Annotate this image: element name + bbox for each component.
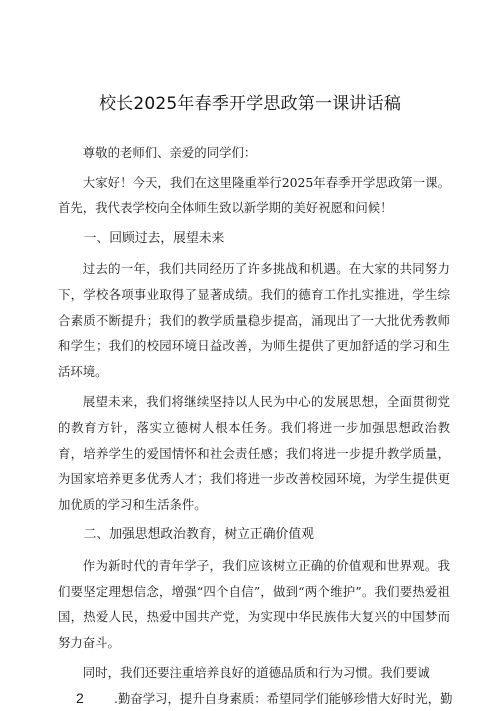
- section1-paragraph-1: 过去的一年，我们共同经历了许多挑战和机遇。在大家的共同努力下，学校各项事业取得了显著成绩。我们的德育工作扎实推进，学生综合素质不断提升；我们的教学质量稳步提高，涌现出了一大批优秀教师和学生；我们的校园环境日益改善，为师生提供了更加舒适的学习和生活环境。: [58, 261, 450, 379]
- section2-paragraph-1: 作为新时代的青年学子，我们应该树立正确的价值观和世界观。我们要坚定理想信念，增强“四个自信”，做到“两个维护”。我们要热爱祖国，热爱人民，热爱中国共产党，为实现中华民族伟大复兴的中国梦而努力奋斗。: [58, 557, 450, 650]
- section-heading-2: 二、加强思想政治教育，树立正确价值观: [83, 527, 314, 543]
- document-body: [58, 140, 453, 711]
- section1-paragraph-2: 展望未来，我们将继续坚持以人民为中心的发展思想，全面贯彻党的教育方针，落实立德树人根本任务。我们将进一步加强思想政治教育，培养学生的爱国情怀和社会责任感；我们将进一步提升教学质量，为国家培养更多优秀人才；我们将进一步改善校园环境，为学生提供更加优质的学习和生活条件。: [58, 394, 450, 512]
- intro-paragraph: 大家好！今天，我们在这里隆重举行2025年春季开学思政第一课。首先，我代表学校向全体师生致以新学期的美好祝愿和问候！: [58, 174, 450, 216]
- paragraph-continuation: .勤奋学习，提升自身素质：希望同学们能够珍惜大好时光，勤: [114, 690, 453, 706]
- document-title: 校长2025年春季开学思政第一课讲话稿: [98, 94, 402, 114]
- page-number: 2: [76, 689, 84, 706]
- salutation: 尊敬的老师们、亲爱的同学们：: [82, 145, 257, 160]
- section-heading-1: 一、回顾过去，展望未来: [83, 230, 225, 246]
- section2-paragraph-3: [58, 686, 453, 711]
- section2-paragraph-2: 同时，我们还要注重培养良好的道德品质和行为习惯。我们要诚: [82, 665, 430, 681]
